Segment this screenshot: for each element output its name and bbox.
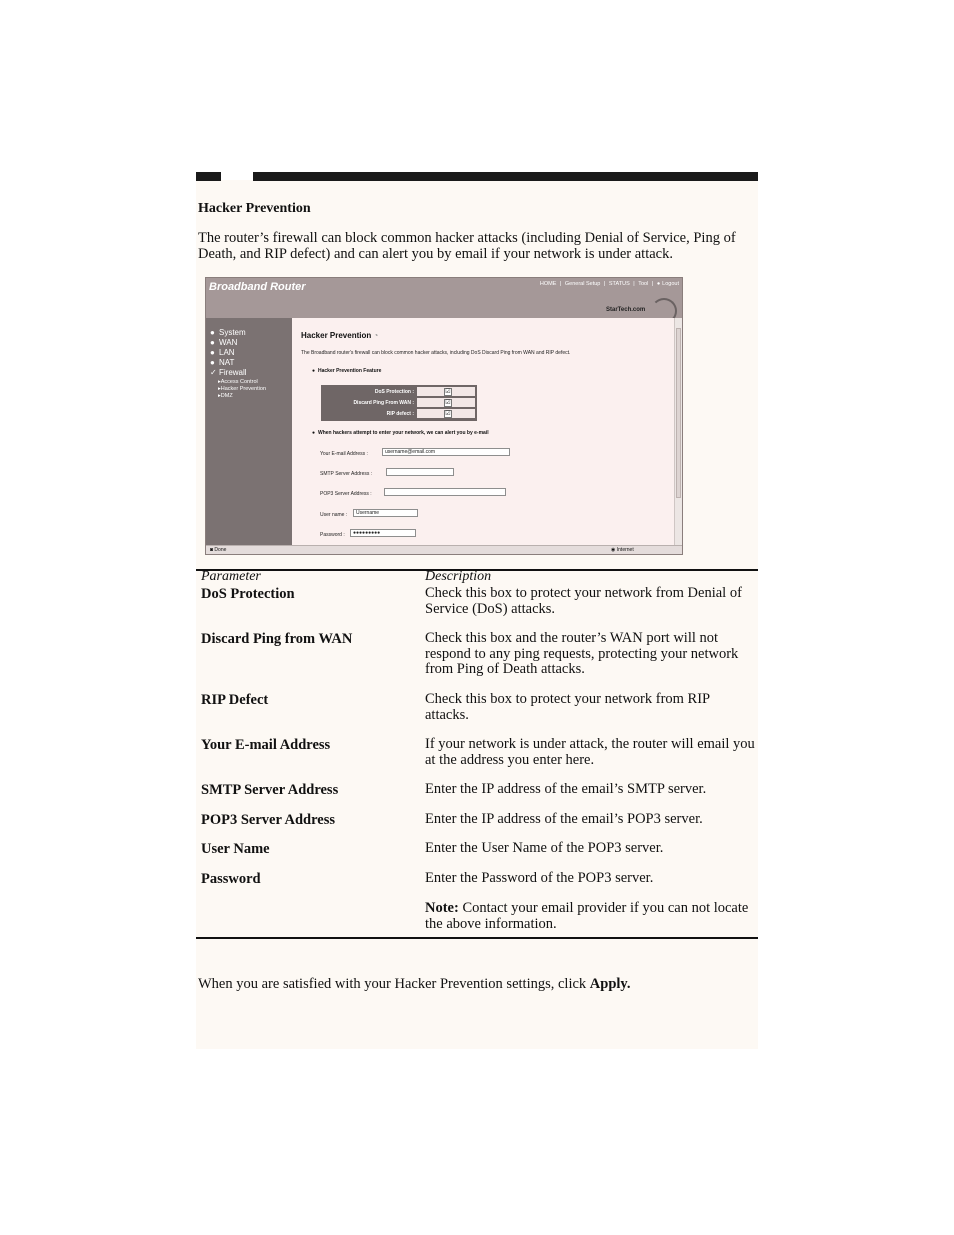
scrollbar[interactable] [674,318,683,545]
pop3-label: POP3 Server Address : [320,491,372,497]
feature-row-dos [321,386,477,397]
param-description: Check this box to protect your network from RIP attacks. [425,691,710,723]
feature-label: Discard Ping From WAN : [353,400,414,406]
feature-label: RIP defect : [386,411,414,417]
apply-word: Apply. [589,976,631,992]
router-screenshot [205,277,683,555]
bullet-icon: ● [210,328,215,337]
bullet-icon: ● [312,430,316,436]
bullet-icon: ● [210,358,215,367]
header-rule [196,172,758,181]
feature-cell [417,398,475,407]
username-label: User name : [320,512,348,518]
sidebar-item-label: LAN [219,348,235,357]
param-description: If your network is under attack, the router will email you at the address you enter here. [425,736,755,768]
smtp-label: SMTP Server Address : [320,471,373,477]
feature-cell [417,409,475,418]
username-input[interactable]: Username [353,509,418,517]
status-done: ◙ Done [210,547,227,553]
password-label: Password : [320,532,345,538]
table-note [425,901,755,932]
param-description: Check this box and the router’s WAN port will not respond to any ping requests, protecting your network from Ping of Death attacks. [425,630,739,677]
param-name: RIP Defect [201,692,269,708]
nav-tool-link[interactable]: Tool [638,281,649,287]
feature-table [321,385,477,421]
column-header-description: Description [425,569,492,584]
pop3-input[interactable] [384,488,506,496]
sidebar-subitem-label: Hacker Prevention [220,386,267,392]
router-top-nav [538,281,679,287]
intro-paragraph: The router’s firewall can block common hacker attacks (including Denial of Service, Ping of Death, and RIP defect) and can alert you by email if your network is under attack. [198,230,736,262]
status-zone-text: Internet [616,547,634,553]
scrollbar-thumb[interactable] [676,328,681,498]
sidebar-item-label: NAT [219,358,235,367]
password-input[interactable]: ●●●●●●●●● [350,529,416,537]
check-icon: ✓ [210,368,217,377]
discard-ping-checkbox[interactable]: ☑ [445,400,451,406]
section-title: Hacker Prevention [198,201,311,216]
email-label: Your E-mail Address : [320,451,368,457]
bullet-icon: ● [210,348,215,357]
param-description: Enter the IP address of the email’s POP3 server. [425,811,703,827]
param-description: Enter the IP address of the email’s SMTP server. [425,781,707,797]
sidebar-item-label: Firewall [219,368,247,377]
sidebar-item-system[interactable] [210,328,246,338]
dos-protection-checkbox[interactable]: ☑ [445,389,451,395]
sidebar-item-label: System [219,328,246,337]
startech-logo: StarTech.com [606,307,646,313]
param-name: DoS Protection [201,586,295,602]
help-icon[interactable]: ◔ [373,331,379,340]
feature-heading [312,368,381,374]
sidebar-subitem-dmz[interactable]: ▸DMZ [218,393,233,399]
router-sidebar [206,318,292,545]
param-name: User Name [201,841,270,857]
feature-cell [417,387,475,396]
table-bottom-rule [196,937,758,939]
panel-description: The Broadband router's firewall can block common hacker attacks, including DoS Discard Ping from WAN and RIP defect. [301,350,571,356]
note-label: Note: [425,900,459,916]
panel-title [301,331,378,340]
param-name: POP3 Server Address [201,812,335,828]
column-header-parameter: Parameter [201,569,261,584]
sidebar-item-wan[interactable] [210,338,237,348]
alert-heading [312,430,489,436]
sidebar-item-lan[interactable] [210,348,235,358]
param-description: Enter the Password of the POP3 server. [425,870,654,886]
param-description: Check this box to protect your network from Denial of Service (DoS) attacks. [425,585,742,617]
feature-heading-text: Hacker Prevention Feature [318,368,382,374]
nav-home-link[interactable]: HOME [539,281,557,287]
nav-separator: | [559,281,562,287]
sidebar-subitem-label: DMZ [220,393,233,399]
sidebar-item-firewall[interactable] [210,368,247,378]
sidebar-subitem-access-control[interactable]: ▸Access Control [218,379,258,385]
router-main-panel [292,318,674,545]
nav-logout-link[interactable]: Logout [662,281,679,287]
smtp-input[interactable] [386,468,454,476]
status-zone: ◉ Internet [611,547,634,553]
bullet-icon: ● [210,338,215,347]
email-input[interactable]: username@email.com [382,448,510,456]
router-header [206,278,682,318]
closing-text: When you are satisfied with your Hacker Prevention settings, click [198,976,590,992]
param-name: Discard Ping from WAN [201,631,353,647]
param-name: Your E-mail Address [201,737,331,753]
alert-heading-text: When hackers attempt to enter your network, we can alert you by e-mail [318,430,489,436]
note-text: Contact your email provider if you can not locate the above information. [425,900,749,932]
feature-row-rip-defect [321,408,477,419]
param-name: Password [201,871,261,887]
sidebar-subitem-hacker-prevention[interactable]: ▸Hacker Prevention [218,386,267,392]
closing-paragraph [198,976,631,993]
bullet-icon: ● [312,368,316,374]
sidebar-item-nat[interactable] [210,358,234,368]
nav-separator: | [603,281,606,287]
status-done-text: Done [214,547,227,553]
panel-title-text: Hacker Prevention [301,331,372,340]
nav-separator: | [651,281,654,287]
logout-icon: ● [656,281,661,287]
param-description: Enter the User Name of the POP3 server. [425,840,664,856]
param-name: SMTP Server Address [201,782,339,798]
nav-separator: | [633,281,635,287]
feature-row-discard-ping [321,397,477,408]
nav-status-link[interactable]: STATUS [608,281,630,287]
sidebar-subitem-label: Access Control [220,379,258,385]
feature-label: DoS Protection : [374,389,414,395]
rip-defect-checkbox[interactable]: ☑ [445,411,451,417]
nav-general-setup-link[interactable]: General Setup [564,281,601,287]
router-brand: Broadband Router [209,281,306,293]
browser-status-bar [206,545,682,555]
sidebar-item-label: WAN [219,338,238,347]
